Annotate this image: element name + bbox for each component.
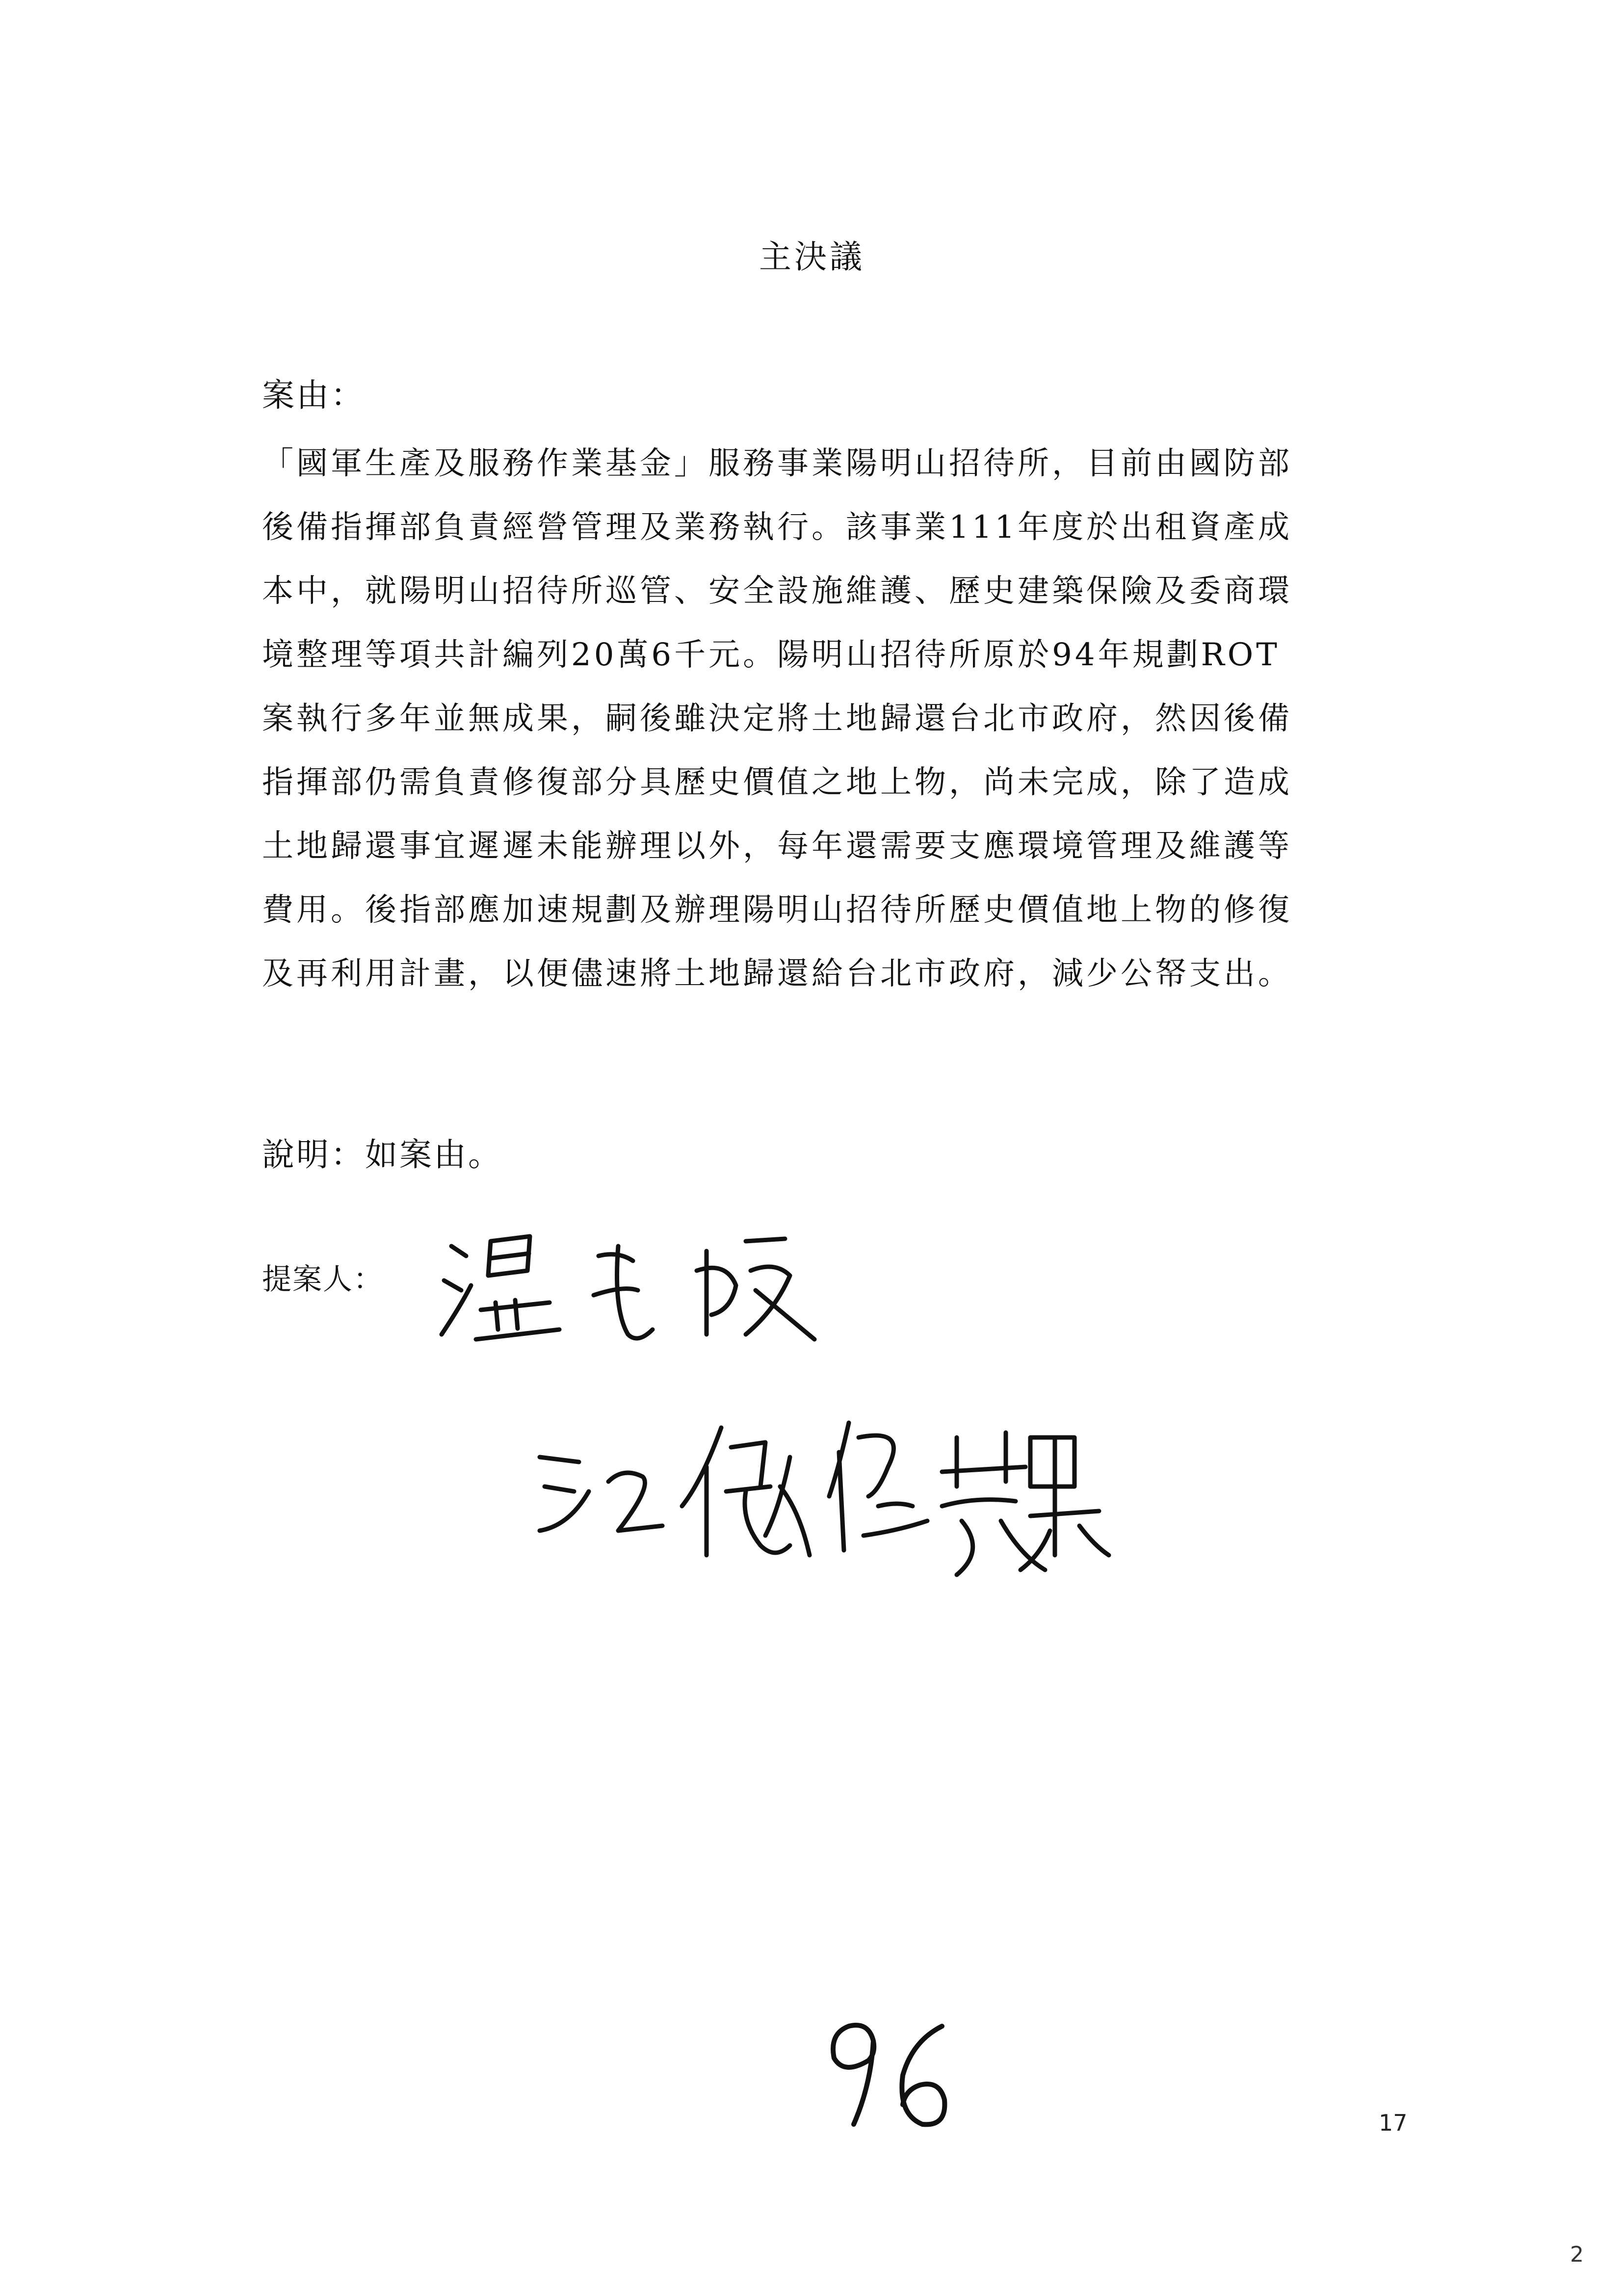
body-line: 境整理等項共計編列20萬6千元。陽明山招待所原於94年規劃ROT <box>262 637 1280 673</box>
body-line: 費用。後指部應加速規劃及辦理陽明山招待所歷史價值地上物的修復 <box>262 892 1292 928</box>
body-line: 案執行多年並無成果，嗣後雖決定將土地歸還台北市政府，然因後備 <box>262 701 1292 737</box>
body-line: 指揮部仍需負責修復部分具歷史價值之地上物，尚未完成，除了造成 <box>262 764 1292 801</box>
explanation-text: 說明：如案由。 <box>262 1136 502 1174</box>
body-line: 本中，就陽明山招待所巡管、安全設施維護、歷史建築保險及委商環 <box>262 573 1292 609</box>
signature-2 <box>535 1408 1114 1594</box>
corner-mark: 2 <box>1570 2242 1584 2267</box>
body-line: 及再利用計畫，以便儘速將土地歸還給台北市政府，減少公帑支出。 <box>262 956 1292 992</box>
body-line: 後備指揮部負責經營管理及業務執行。該事業111年度於出租資產成 <box>262 509 1293 546</box>
signature-1 <box>432 1212 824 1359</box>
page-number: 17 <box>1379 2110 1408 2136</box>
body-line: 土地歸還事宜遲遲未能辦理以外，每年還需要支應環境管理及維護等 <box>262 828 1292 864</box>
handwritten-number <box>814 2011 962 2141</box>
proposer-label: 提案人： <box>262 1262 384 1297</box>
document-title: 主決議 <box>759 238 865 276</box>
body-line: 「國軍生產及服務作業基金」服務事業陽明山招待所，目前由國防部 <box>262 445 1292 482</box>
reason-body <box>262 432 1400 1006</box>
reason-label: 案由： <box>262 376 365 414</box>
